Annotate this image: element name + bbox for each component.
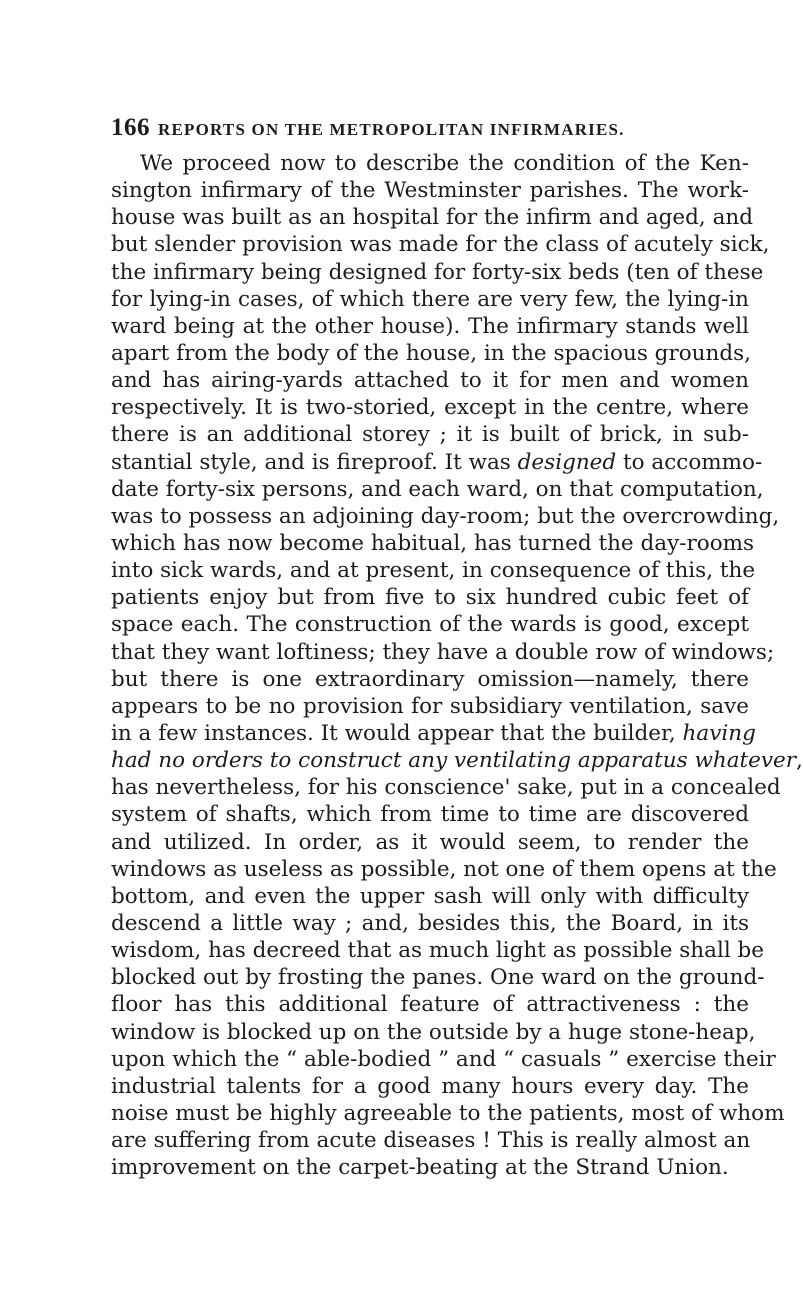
text-line [111, 1100, 785, 1127]
text-line [111, 774, 781, 801]
text-line [111, 856, 777, 883]
text-segment: system of shafts, which from time to time are discovered [111, 802, 749, 828]
text-line [111, 829, 749, 856]
text-segment: house was built as an hospital for the infirm and aged, and [111, 205, 754, 231]
text-segment: and utilized. In order, as it would seem, to render the [111, 829, 749, 855]
text-line [111, 1046, 776, 1073]
text-segment: stantial style, and is fireproof. It was [111, 449, 518, 475]
text-segment: improvement on the carpet-beating at the Strand Union. [111, 1155, 729, 1181]
text-segment: ward being at the other house). The infirmary stands well [111, 313, 749, 339]
text-segment: was to possess an adjoining day-room; but the overcrowding, [111, 503, 780, 529]
text-segment: sington infirmary of the Westminster parishes. The work- [111, 178, 749, 204]
running-head [111, 114, 751, 144]
text-line [111, 1073, 749, 1100]
text-line [111, 394, 749, 421]
text-segment: space each. The construction of the wards is good, except [111, 612, 749, 638]
text-segment: to accommo- [616, 449, 763, 475]
text-segment: which has now become habitual, has turned the day-rooms [111, 530, 755, 556]
text-line [111, 883, 749, 910]
text-segment: has nevertheless, for his conscience' sake, put in a concealed [111, 775, 781, 801]
text-segment: upon which the “ able-bodied ” and “ casuals ” exercise their [111, 1046, 776, 1072]
text-segment: window is blocked up on the outside by a huge stone-heap, [111, 1019, 756, 1045]
text-line [111, 937, 765, 964]
text-segment: patients enjoy but from five to six hundred cubic feet of [111, 585, 749, 611]
text-segment: blocked out by frosting the panes. One ward on the ground- [111, 965, 765, 991]
text-line [111, 1127, 749, 1154]
page-number: 166 [111, 114, 150, 141]
text-segment: the infirmary being designed for forty-six beds (ten of these [111, 259, 764, 285]
running-title: REPORTS ON THE METROPOLITAN INFIRMARIES. [158, 120, 625, 139]
text-line [111, 259, 764, 286]
text-line [111, 503, 780, 530]
text-line [111, 177, 749, 204]
italic-text: had no orders to construct any ventilating apparatus whatever [111, 748, 797, 774]
text-segment: into sick wards, and at present, in consequence of this, the [111, 558, 756, 584]
text-segment: bottom, and even the upper sash will only with difficulty [111, 883, 749, 909]
text-line [111, 801, 749, 828]
text-line [111, 449, 763, 476]
text-line [111, 313, 749, 340]
text-segment: wisdom, has decreed that as much light as possible shall be [111, 938, 765, 964]
text-line [111, 991, 749, 1018]
text-segment: , [796, 748, 803, 774]
text-line [111, 476, 764, 503]
italic-text: having [682, 720, 756, 746]
text-line [111, 584, 749, 611]
text-segment: appears to be no provision for subsidiary ventilation, save [111, 693, 749, 719]
text-line [111, 964, 765, 991]
text-line [111, 530, 755, 557]
text-line [111, 910, 749, 937]
text-line [111, 720, 756, 747]
text-segment: and has airing-yards attached to it for men and women [111, 368, 749, 394]
text-line [111, 204, 754, 231]
text-segment: windows as useless as possible, not one of them opens at the [111, 856, 777, 882]
text-line [111, 693, 749, 720]
text-segment: respectively. It is two-storied, except in the centre, where [111, 395, 749, 421]
text-line [111, 231, 770, 258]
text-line [111, 286, 749, 313]
text-line [111, 367, 749, 394]
body-paragraph [111, 150, 803, 1181]
text-segment: descend a little way ; and, besides this, the Board, in its [111, 910, 749, 936]
text-segment: industrial talents for a good many hours every day. The [111, 1073, 749, 1099]
text-line [111, 639, 775, 666]
italic-text: designed [517, 449, 617, 475]
text-line [111, 1019, 756, 1046]
text-line [111, 666, 749, 693]
text-segment: that they want loftiness; they have a double row of windows; [111, 639, 775, 665]
text-segment: but slender provision was made for the class of acutely sick, [111, 232, 770, 258]
text-segment: apart from the body of the house, in the spacious grounds, [111, 340, 751, 366]
text-segment: in a few instances. It would appear that the builder, [111, 720, 683, 746]
text-segment: floor has this additional feature of attractiveness : the [111, 992, 749, 1018]
text-line [111, 421, 749, 448]
text-line [111, 557, 756, 584]
text-segment: there is an additional storey ; it is built of brick, in sub- [111, 422, 749, 448]
text-segment: for lying-in cases, of which there are very few, the lying-in [111, 286, 749, 312]
text-line [111, 340, 749, 367]
text-segment: are suffering from acute diseases ! This is really almost an [111, 1128, 751, 1154]
text-line [111, 747, 803, 774]
text-segment: noise must be highly agreeable to the patients, most of whom [111, 1100, 785, 1126]
text-line [111, 611, 749, 638]
text-segment: date forty-six persons, and each ward, on that computation, [111, 476, 764, 502]
text-line [111, 1154, 749, 1181]
text-segment: We proceed now to describe the condition of the Ken- [140, 151, 749, 176]
text-segment: but there is one extraordinary omission—namely, there [111, 666, 749, 692]
text-line [111, 150, 749, 177]
